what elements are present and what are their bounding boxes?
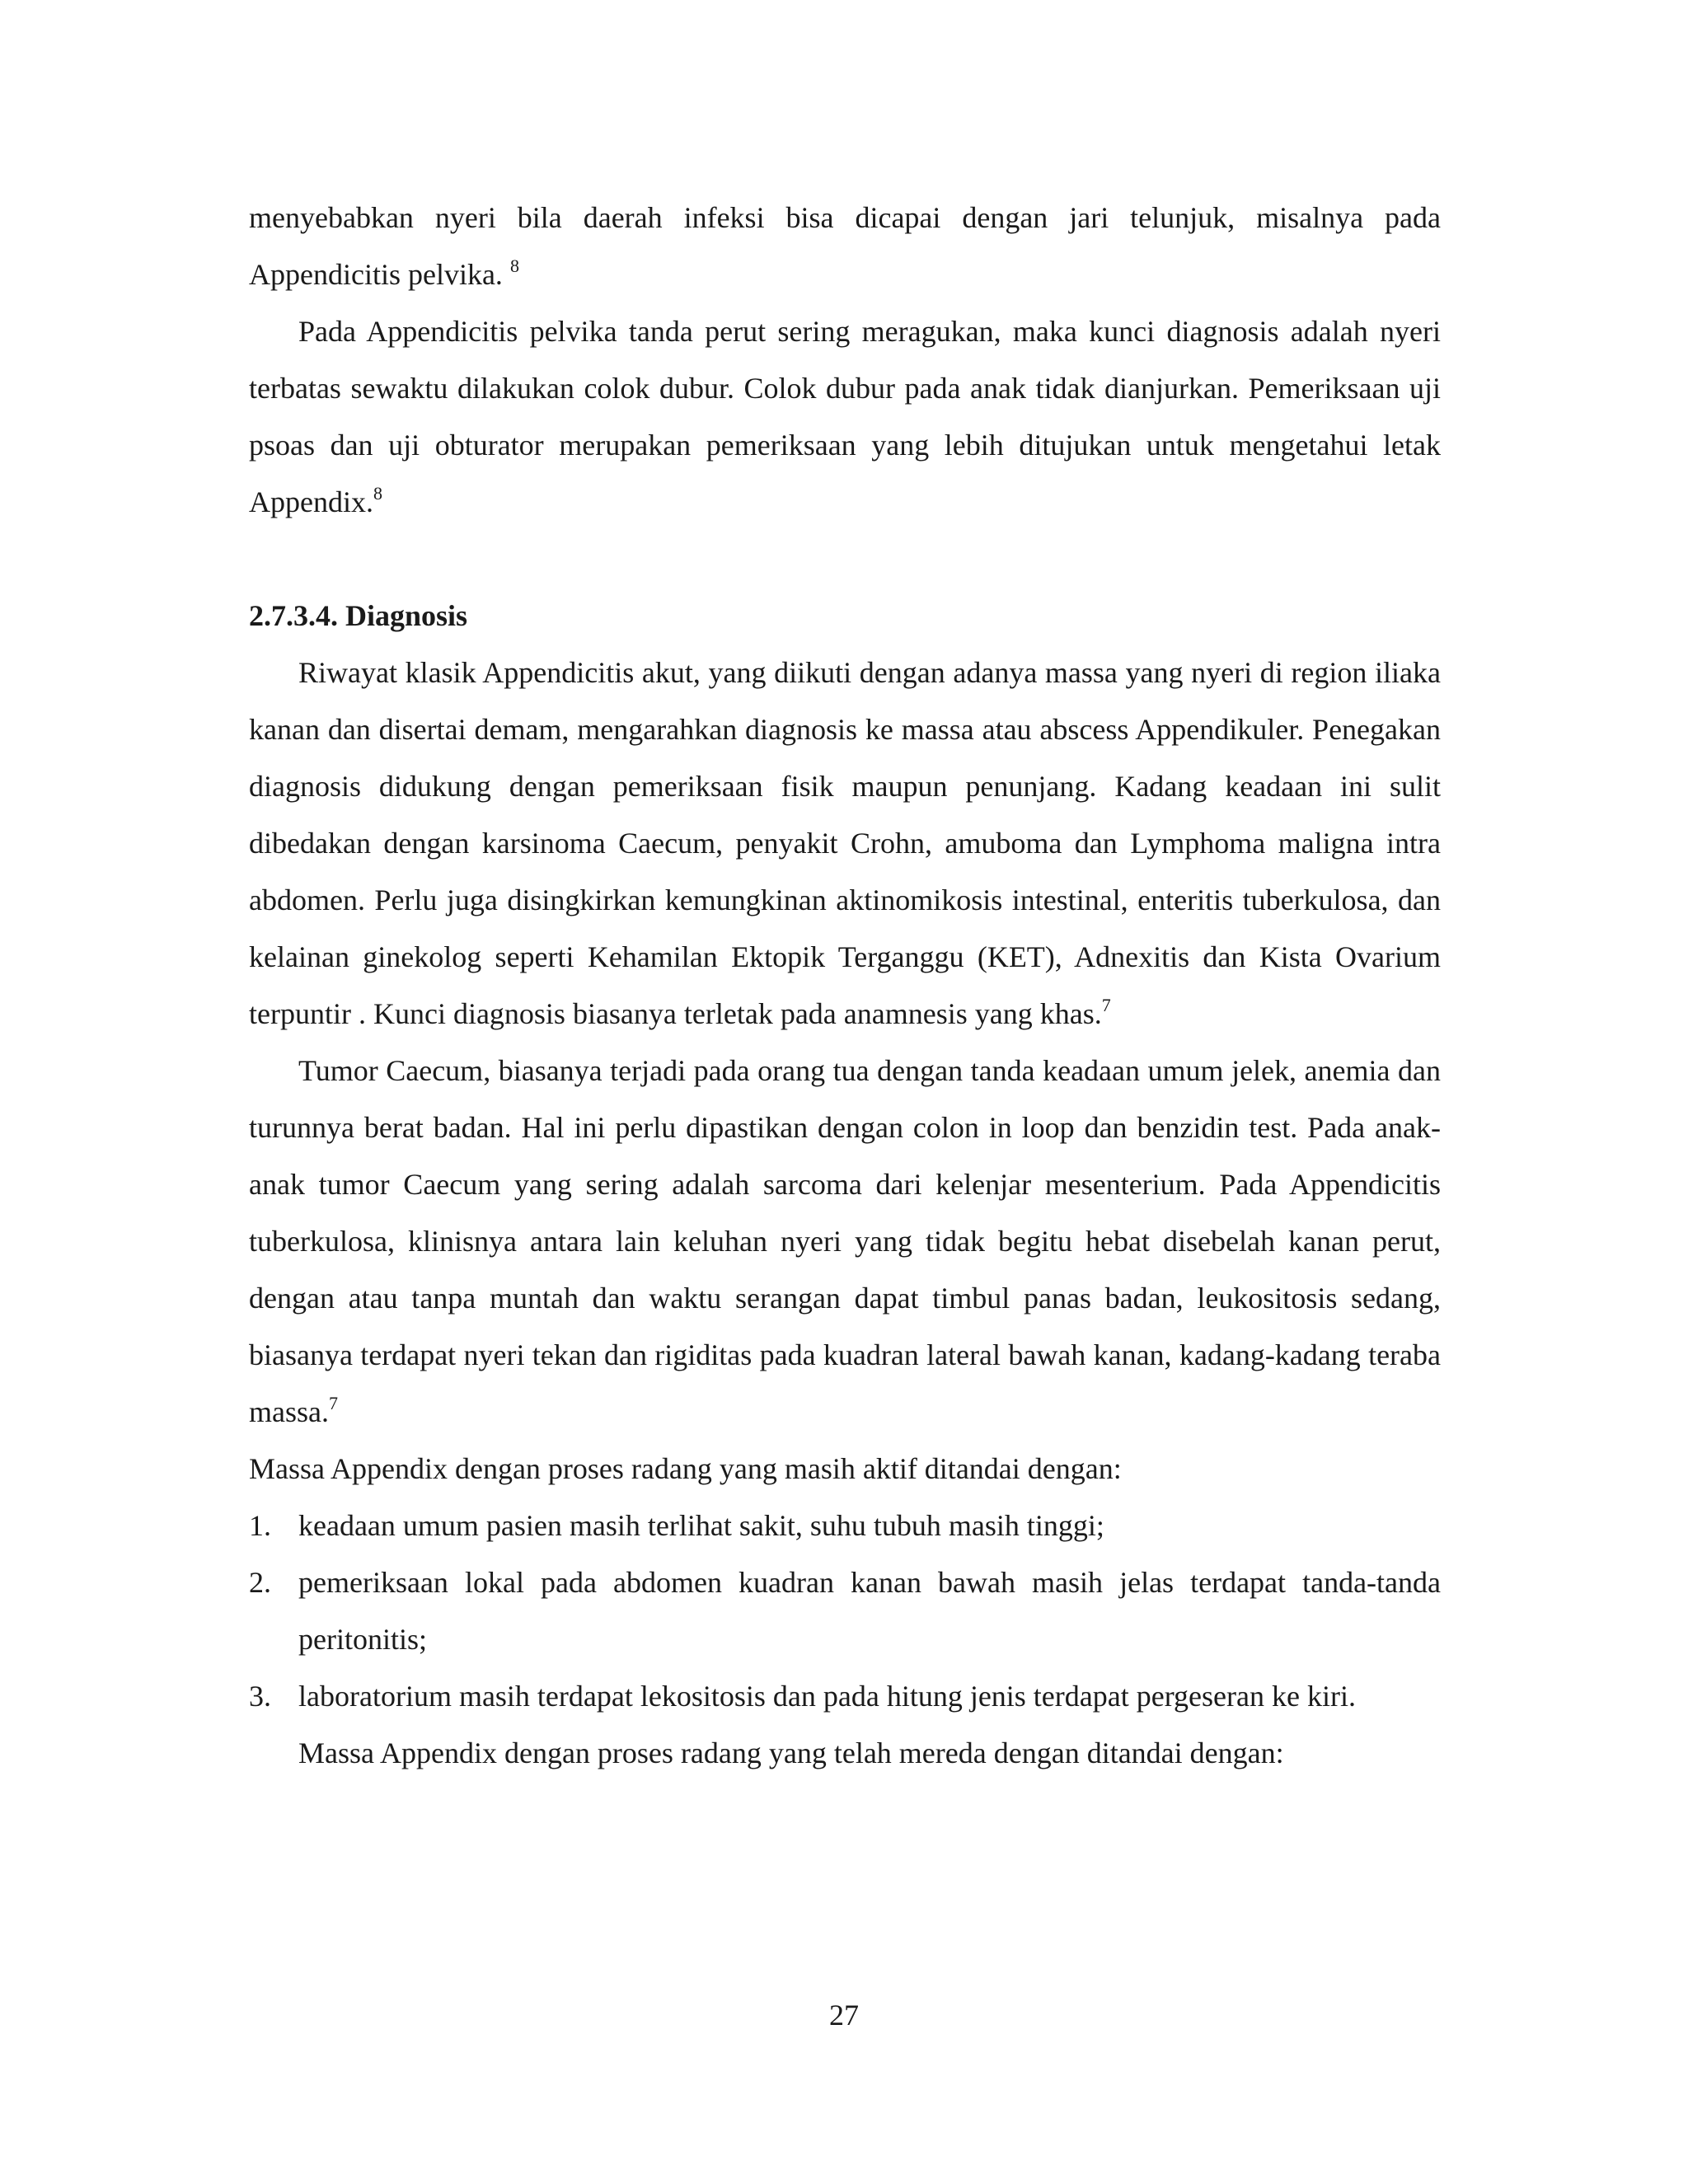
paragraph-massa-aktif: Massa Appendix dengan proses radang yang masih aktif ditandai dengan: [249, 1452, 1122, 1485]
paragraph-text: Pada Appendicitis pelvika tanda perut sering meragukan, maka kunci diagnosis adalah nyeri terbatas sewaktu dilakukan colok dubur. Colok dubur pada anak tidak dianjurkan. Pemeriksaan uji psoas dan uji obturator merupakan pemeriksaan yang lebih ditujukan untuk mengetahui letak Appendix. [249, 315, 1441, 518]
list-item [249, 1668, 1441, 1725]
section-gap [249, 531, 1441, 588]
citation-ref: 8 [373, 483, 382, 504]
list-text: laboratorium masih terdapat lekositosis dan pada hitung jenis terdapat pergeseran ke kiri. [298, 1680, 1356, 1713]
list-number: 1. [249, 1509, 271, 1542]
page-number: 27 [829, 1999, 859, 2032]
paragraph-text: menyebabkan nyeri bila daerah infeksi bisa dicapai dengan jari telunjuk, misalnya pada Appendicitis pelvika. [249, 201, 1441, 291]
paragraph-massa-mereda: Massa Appendix dengan proses radang yang telah mereda dengan ditandai dengan: [298, 1736, 1284, 1769]
paragraph-text: Tumor Caecum, biasanya terjadi pada orang tua dengan tanda keadaan umum jelek, anemia dan turunnya berat badan. Hal ini perlu dipastikan dengan colon in loop dan benzidin test. Pada anak-anak tumor Caecum yang sering adalah sarcoma dari kelenjar mesenterium. Pada Appendicitis tuberkulosa, klinisnya antara lain keluhan nyeri yang tidak begitu hebat disebelah kanan perut, dengan atau tanpa muntah dan waktu serangan dapat timbul panas badan, leukositosis sedang, biasanya terdapat nyeri tekan dan rigiditas pada kuadran lateral bawah kanan, kadang-kadang teraba massa. [249, 1054, 1441, 1428]
criteria-list [249, 1497, 1441, 1725]
section-heading: 2.7.3.4. Diagnosis [249, 599, 468, 632]
paragraph-tumor-caecum [249, 1043, 1441, 1441]
citation-ref: 7 [1101, 995, 1111, 1015]
citation-ref: 8 [509, 255, 519, 276]
list-number: 2. [249, 1566, 271, 1599]
list-text: pemeriksaan lokal pada abdomen kuadran kanan bawah masih jelas terdapat tanda-tanda peritonitis; [298, 1566, 1441, 1656]
list-number: 3. [249, 1680, 271, 1713]
list-text: keadaan umum pasien masih terlihat sakit, suhu tubuh masih tinggi; [298, 1509, 1104, 1542]
paragraph-text: Riwayat klasik Appendicitis akut, yang diikuti dengan adanya massa yang nyeri di region iliaka kanan dan disertai demam, mengarahkan diagnosis ke massa atau abscess Appendikuler. Penegakan diagnosis didukung dengan pemeriksaan fisik maupun penunjang. Kadang keadaan ini sulit dibedakan dengan karsinoma Caecum, penyakit Crohn, amuboma dan Lymphoma maligna intra abdomen. Perlu juga disingkirkan kemungkinan aktinomikosis intestinal, enteritis tuberkulosa, dan kelainan ginekolog seperti Kehamilan Ektopik Terganggu (KET), Adnexitis dan Kista Ovarium terpuntir . Kunci diagnosis biasanya terletak pada anamnesis yang khas. [249, 656, 1441, 1030]
paragraph-continuation [249, 190, 1441, 303]
page-body [249, 190, 1441, 1782]
list-item [249, 1497, 1441, 1554]
list-item [249, 1554, 1441, 1668]
paragraph-riwayat [249, 644, 1441, 1043]
paragraph-pelvika [249, 303, 1441, 531]
citation-ref: 7 [328, 1393, 338, 1413]
